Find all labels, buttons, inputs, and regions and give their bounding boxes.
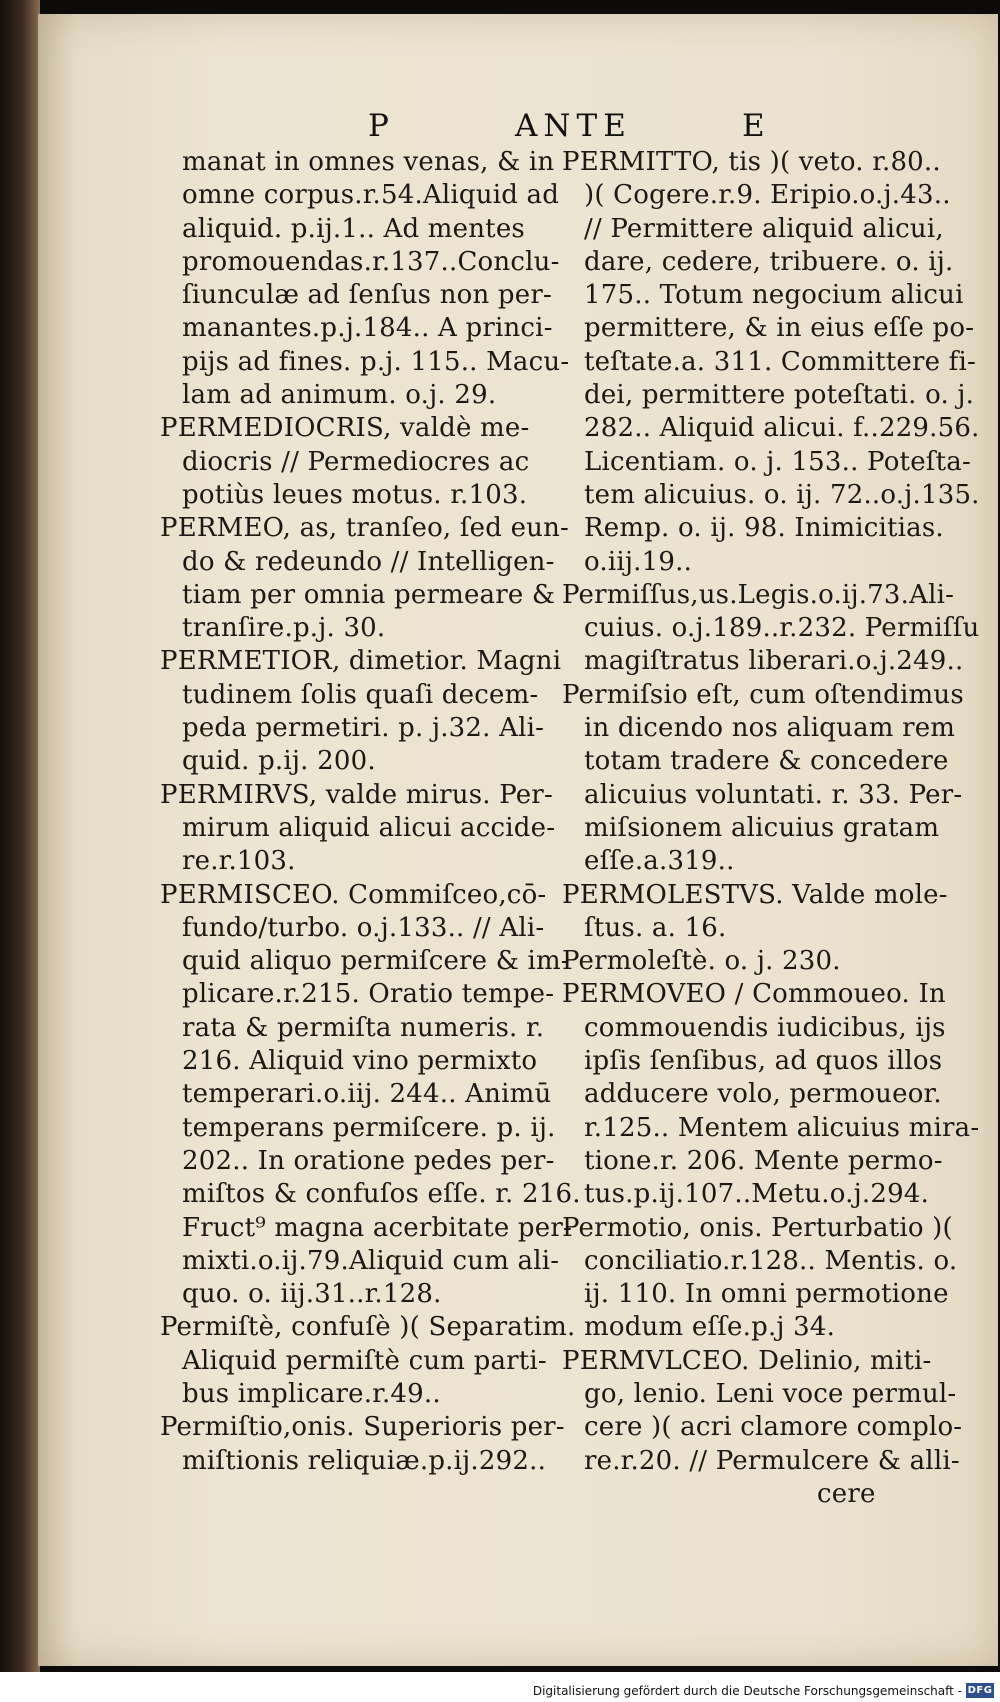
text-line: PERMVLCEO. Delinio, miti- [562, 1345, 932, 1376]
text-line: peda permetiri. p. j.32. Ali- [182, 713, 545, 744]
text-line: commouendis iudicibus, ijs [584, 1012, 946, 1043]
text-line: mirum aliquid alicui accide- [182, 812, 556, 843]
text-line: cere )( acri clamore complo- [584, 1412, 963, 1443]
text-line: quid. p.ij. 200. [182, 746, 376, 777]
header-center-word: ANTE [515, 108, 632, 144]
text-line: 282.. Aliquid alicui. f..229.56. [584, 413, 980, 444]
text-line: PERMOVEO / Commoueo. In [562, 979, 946, 1010]
text-line: modum eſſe.p.j 34. [584, 1312, 836, 1343]
text-line: PERMEO, as, tranſeo, ſed eun- [160, 513, 570, 544]
header-left-letter: P [368, 108, 393, 144]
text-line: Licentiam. o. j. 153.. Poteſta- [584, 446, 971, 477]
text-line: tem alicuius. o. ij. 72..o.j.135. [584, 479, 980, 510]
text-line: promouendas.r.137..Conclu- [182, 246, 560, 277]
text-line: teſtate.a. 311. Committere fi- [584, 346, 976, 377]
text-line: permittere, & in eius eſſe po- [584, 313, 975, 344]
text-line: adducere volo, permoueor. [584, 1079, 942, 1110]
text-line: PERMISCEO. Commiſceo,cō- [160, 879, 547, 910]
text-line: cere [817, 1478, 876, 1509]
text-line: )( Cogere.r.9. Eripio.o.j.43.. [584, 180, 951, 211]
text-line: diocris // Permediocres ac [182, 446, 530, 477]
text-line: tiam per omnia permeare & [182, 579, 556, 610]
text-line: manantes.p.j.184.. A princi- [182, 313, 553, 344]
text-line: in dicendo nos aliquam rem [584, 713, 956, 744]
text-line: ſiunculæ ad ſenſus non per- [182, 280, 552, 311]
text-line: r.125.. Mentem alicuius mira- [584, 1112, 980, 1143]
text-line: Permotio, onis. Perturbatio )( [562, 1212, 953, 1243]
text-line: dare, cedere, tribuere. o. ij. [584, 246, 954, 277]
text-line: temperans permiſcere. p. ij. [182, 1112, 556, 1143]
text-line: PERMOLESTVS. Valde mole- [562, 879, 948, 910]
text-line: 202.. In oratione pedes per- [182, 1145, 555, 1176]
text-line: rata & permiſta numeris. r. [182, 1012, 545, 1043]
text-line: tudinem ſolis quaſi decem- [182, 679, 539, 710]
text-line: tus.p.ij.107..Metu.o.j.294. [584, 1179, 930, 1210]
text-line: cuius. o.j.189..r.232. Permiſſu [584, 613, 980, 644]
left-column [160, 146, 580, 1478]
text-line: PERMIRVS, valde mirus. Per- [160, 779, 553, 810]
text-line: ſtus. a. 16. [584, 912, 727, 943]
text-line: Permiſtè, confuſè )( Separatim. [160, 1312, 576, 1343]
text-line: re.r.20. // Permulcere & alli- [584, 1445, 960, 1476]
text-line: lam ad animum. o.j. 29. [182, 380, 497, 411]
text-line: 216. Aliquid vino permixto [182, 1046, 538, 1077]
text-line: Remp. o. ij. 98. Inimicitias. [584, 513, 944, 544]
text-line: temperari.o.iij. 244.. Animū [182, 1079, 552, 1110]
text-line: bus implicare.r.49.. [182, 1378, 441, 1409]
dfg-logo: DFG [967, 1685, 993, 1696]
text-line: ipſis ſenſibus, ad quos illos [584, 1046, 943, 1077]
text-line: magiſtratus liberari.o.j.249.. [584, 646, 964, 677]
text-line: Aliquid permiſtè cum parti- [182, 1345, 547, 1376]
text-line: miſsionem alicuius gratam [584, 812, 940, 843]
book-binding-edge [0, 0, 40, 1702]
text-line: potiùs leues motus. r.103. [182, 479, 528, 510]
text-line: aliquid. p.ij.1.. Ad mentes [182, 213, 525, 244]
digitization-credit: Digitalisierung gefördert durch die Deutsche Forschungsgemeinschaft - [532, 1684, 962, 1698]
text-line: mixti.o.ij.79.Aliquid cum ali- [182, 1245, 560, 1276]
text-line: eſſe.a.319.. [584, 846, 735, 877]
text-line: pijs ad fines. p.j. 115.. Macu- [182, 346, 570, 377]
right-column [562, 146, 982, 1511]
text-line: tione.r. 206. Mente permo- [584, 1145, 943, 1176]
text-line: Permoleſtè. o. j. 230. [562, 946, 841, 977]
text-line: PERMEDIOCRIS, valdè me- [160, 413, 530, 444]
text-line: alicuius voluntati. r. 33. Per- [584, 779, 963, 810]
text-line: conciliatio.r.128.. Mentis. o. [584, 1245, 958, 1276]
text-line: miſtos & confuſos eſſe. r. 216. [182, 1179, 581, 1210]
text-line: Permiſſus,us.Legis.o.ij.73.Ali- [562, 579, 955, 610]
text-line: totam tradere & concedere [584, 746, 949, 777]
text-line: miſtionis reliquiæ.p.ij.292.. [182, 1445, 547, 1476]
text-line: go, lenio. Leni voce permul- [584, 1378, 957, 1409]
text-line: do & redeundo // Intelligen- [182, 546, 555, 577]
text-line: Permiſsio eſt, cum oſtendimus [562, 679, 964, 710]
text-line: Fruct⁹ magna acerbitate per- [182, 1212, 572, 1243]
text-line: PERMETIOR, dimetior. Magni [160, 646, 562, 677]
text-line: 175.. Totum negocium alicui [584, 280, 964, 311]
text-line: quo. o. iij.31..r.128. [182, 1279, 442, 1310]
text-line: omne corpus.r.54.Aliquid ad [182, 180, 560, 211]
text-line: manat in omnes venas, & in [182, 147, 555, 177]
text-line: ij. 110. In omni permotione [584, 1279, 949, 1310]
text-line: // Permittere aliquid alicui, [584, 213, 944, 244]
text-line: plicare.r.215. Oratio tempe- [182, 979, 555, 1010]
text-line: dei, permittere poteſtati. o. j. [584, 380, 975, 411]
text-line: tranſire.p.j. 30. [182, 613, 386, 644]
text-line: Permiſtio,onis. Superioris per- [160, 1412, 565, 1443]
text-line: fundo/turbo. o.j.133.. // Ali- [182, 912, 545, 943]
text-line: re.r.103. [182, 846, 296, 877]
text-line: quid aliquo permiſcere & im- [182, 946, 570, 977]
text-line: o.iij.19.. [584, 546, 693, 577]
header-right-letter: E [742, 108, 769, 144]
text-line: PERMITTO, tis )( veto. r.80.. [562, 147, 941, 177]
